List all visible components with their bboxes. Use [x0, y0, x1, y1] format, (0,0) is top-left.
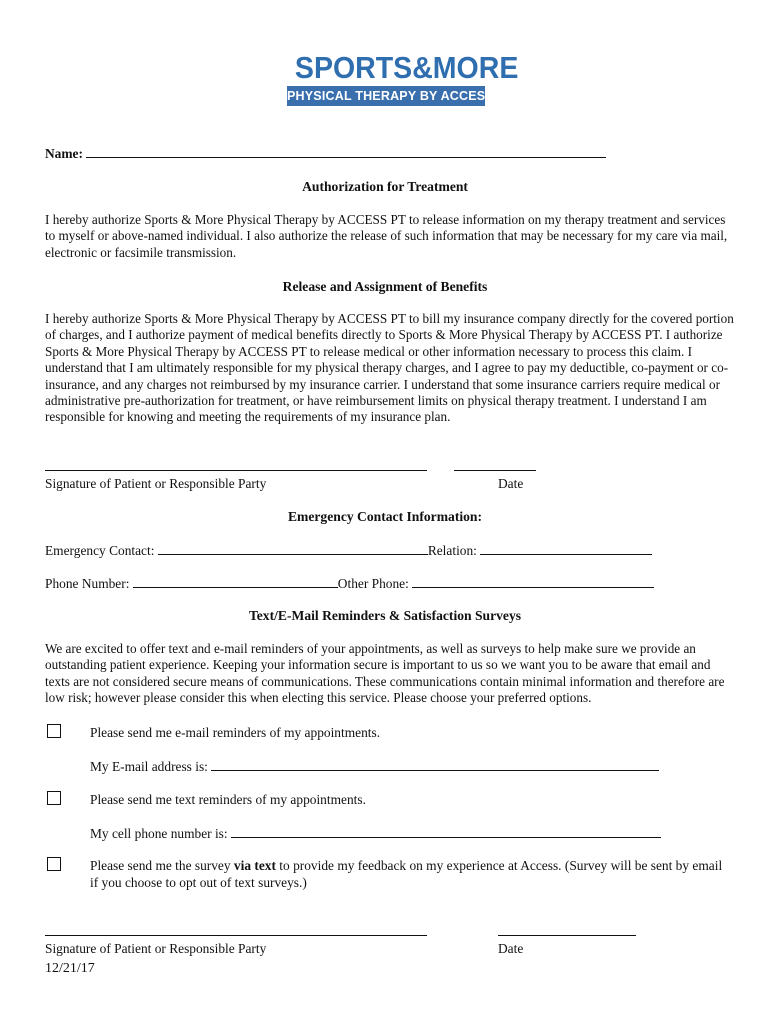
cell-phone-label: My cell phone number is: [90, 826, 228, 841]
emergency-contact-field[interactable] [158, 542, 428, 555]
emergency-heading: Emergency Contact Information: [287, 509, 483, 524]
footer-date: 12/21/17 [45, 961, 95, 976]
signature-label-1: Signature of Patient or Responsible Party [45, 476, 267, 491]
date-label-1: Date [498, 476, 524, 491]
authorization-heading: Authorization for Treatment [302, 179, 468, 194]
date-line-1[interactable] [454, 470, 536, 471]
emergency-contact-label: Emergency Contact: [45, 543, 155, 558]
email-reminder-checkbox[interactable] [47, 724, 61, 738]
authorization-body: I hereby authorize Sports & More Physical Therapy by ACCESS PT to release information on my therapy treatment and services to myself or above-named individual. I also authorize the release of such information that may be necessary for my care via mail, electronic or facsimile transmission. [45, 212, 728, 260]
name-row [45, 145, 606, 162]
logo-subtitle: PHYSICAL THERAPY BY ACCESSPT [287, 86, 485, 106]
relation-field[interactable] [480, 542, 652, 555]
text-reminder-label: Please send me text reminders of my appointments. [90, 792, 366, 807]
reminders-heading: Text/E-Mail Reminders & Satisfaction Surveys [248, 608, 522, 623]
survey-option-text-2: to provide my feedback on my experience at Access. (Survey will be sent by email if you choose to opt out of text surveys.) [90, 858, 723, 890]
release-heading: Release and Assignment of Benefits [282, 279, 488, 294]
survey-option-label [90, 858, 730, 891]
release-body: I hereby authorize Sports & More Physical Therapy by ACCESS PT to bill my insurance company directly for the covered portion of charges, and I authorize payment of medical benefits directly to Sports & More Physical Therapy by ACCESS PT. I authorize Sports & More Physical Therapy by ACCESS PT to release medical or other information necessary to process this claim. I understand that I am ultimately responsible for my physical therapy charges, and I agree to pay my deductible, co-payment or co-insurance, and any charges not reimbursed by my insurance carrier. I understand that some insurance carriers require medical or administrative pre-authorization for treatment, or have reimbursement limits on physical therapy treatment. I understand I am responsible for knowing and meeting the requirements of my insurance plan. [45, 311, 734, 425]
signature-line-2[interactable] [45, 935, 427, 936]
date-label-2: Date [498, 941, 524, 956]
name-field[interactable] [86, 145, 606, 158]
logo-title: SPORTS&MORE [294, 50, 519, 85]
phone-label: Phone Number: [45, 576, 130, 591]
email-reminder-label: Please send me e-mail reminders of my appointments. [90, 725, 381, 740]
emergency-contact-row [45, 542, 652, 559]
email-address-field[interactable] [211, 758, 659, 771]
text-reminder-checkbox[interactable] [47, 791, 61, 805]
survey-checkbox[interactable] [47, 857, 61, 871]
survey-option-bold: via text [233, 858, 276, 873]
phone-field[interactable] [133, 575, 338, 588]
logo [287, 50, 519, 106]
cell-phone-field[interactable] [231, 825, 661, 838]
name-label: Name: [45, 146, 83, 161]
signature-line-1[interactable] [45, 470, 427, 471]
date-line-2[interactable] [498, 935, 636, 936]
email-address-label: My E-mail address is: [90, 759, 208, 774]
email-address-row [90, 758, 659, 775]
reminders-body: We are excited to offer text and e-mail reminders of your appointments, as well as surveys to help make sure we provide an outstanding patient experience. Keeping your information secure is important to us so we want you to be aware that email and texts are not considered secure means of communications. These communications contain minimal information and therefore are low risk; however please consider this when electing this service. Please choose your preferred options. [45, 641, 725, 706]
survey-option-text-1: Please send me the survey [90, 858, 234, 873]
relation-label: Relation: [427, 543, 477, 558]
phone-row [45, 575, 654, 592]
other-phone-field[interactable] [412, 575, 654, 588]
other-phone-label: Other Phone: [337, 576, 409, 591]
signature-label-2: Signature of Patient or Responsible Party [45, 941, 267, 956]
cell-phone-row [90, 825, 661, 842]
